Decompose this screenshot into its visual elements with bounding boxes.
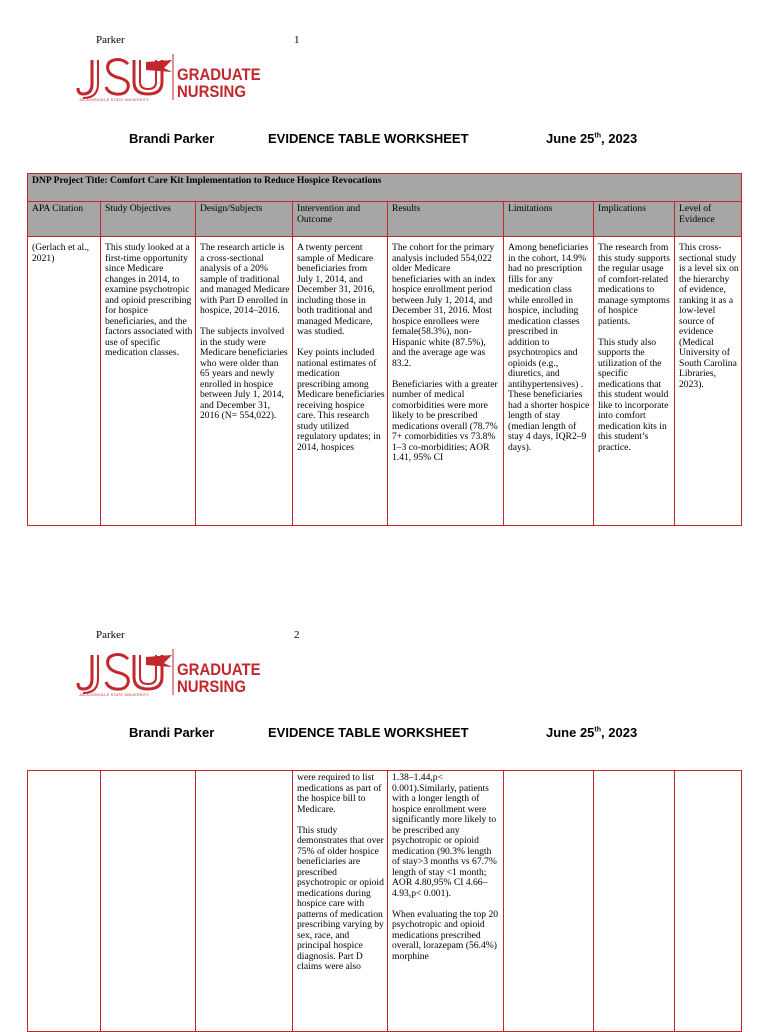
student-name: Brandi Parker bbox=[129, 131, 215, 146]
results-cell: 1.38–1.44,p< 0.001).Similarly, patients with a longer length of hospice enrollment were significantly more likely to be prescribed any psychotropic or opioid medication (90.3% length of stay>3 months vs 67.7% length of stay <1 month; AOR 4.80,95% CI 4.66–4.93,p< 0.001). When evaluating the top 20 psychotropic and opioid medications prescribed overall, lorazepam (56.4%) morphine bbox=[388, 771, 504, 1032]
project-title: DNP Project Title: Comfort Care Kit Implementation to Reduce Hospice Revocations bbox=[28, 174, 742, 202]
worksheet-title: EVIDENCE TABLE WORKSHEET bbox=[268, 131, 469, 146]
jsu-logo-icon bbox=[76, 649, 174, 695]
design-cell: The research article is a cross-sectional analysis of a 20% sample of traditional and managed Medicare with Part D enrolled in hospice, 2014–2016. The subjects involved in the study were Medicare beneficiaries who were older than 65 years and newly enrolled in hospice between July 1, 2014, and December 31, 2016 (N= 554,022). bbox=[196, 237, 293, 526]
project-title-row bbox=[28, 174, 742, 202]
jsu-graduate-nursing-logo bbox=[76, 649, 261, 703]
design-cell bbox=[196, 771, 293, 1032]
evidence-table bbox=[27, 173, 742, 526]
citation-cell bbox=[28, 771, 101, 1032]
intervention-cell: were required to list medications as part of the hospice bill to Medicare. This study demonstrates that over 75% of older hospice beneficiaries are prescribed psychotropic or opioid medications during hospice care with patterns of medication prescribing varying by sex, race, and principal hospice diagnosis. Part D claims were also bbox=[293, 771, 388, 1032]
table-row bbox=[28, 771, 742, 1032]
column-header: Limitations bbox=[504, 202, 594, 237]
column-header: Level of Evidence bbox=[675, 202, 742, 237]
program-name bbox=[177, 661, 261, 695]
column-header: Intervention and Outcome bbox=[293, 202, 388, 237]
implications-cell: The research from this study supports the regular usage of comfort-related medications to manage symptoms of hospice patients. This study also supports the utilization of the specific medications that this student would like to incorporate into comfort medication kits in this student’s practice. bbox=[594, 237, 675, 526]
column-header: Design/Subjects bbox=[196, 202, 293, 237]
jsu-graduate-nursing-logo bbox=[76, 54, 261, 108]
objectives-cell bbox=[101, 771, 196, 1032]
intervention-cell: A twenty percent sample of Medicare beneficiaries from July 1, 2014, and December 31, 2016, including those in both traditional and managed Medicare, was studied. Key points included national estimates of medication prescribing among Medicare beneficiaries receiving hospice care. This research study utilized regulatory updates; in 2014, hospices bbox=[293, 237, 388, 526]
objectives-cell: This study looked at a first-time opportunity since Medicare changes in 2014, to examine psychotropic and opioid prescribing for hospice beneficiaries, and the factors associated with use of specific medication classes. bbox=[101, 237, 196, 526]
implications-cell bbox=[594, 771, 675, 1032]
worksheet-title: EVIDENCE TABLE WORKSHEET bbox=[268, 725, 469, 740]
column-header: Implications bbox=[594, 202, 675, 237]
running-head-author: Parker bbox=[96, 629, 125, 641]
level-of-evidence-cell: This cross-sectional study is a level six on the hierarchy of evidence, ranking it as a low-level source of evidence (Medical University of South Carolina Libraries, 2023). bbox=[675, 237, 742, 526]
program-name bbox=[177, 66, 261, 100]
program-line-1: GRADUATE bbox=[177, 65, 261, 84]
column-header: Results bbox=[388, 202, 504, 237]
student-name: Brandi Parker bbox=[129, 725, 215, 740]
program-line-2: NURSING bbox=[177, 677, 246, 696]
limitations-cell: Among beneficiaries in the cohort, 14.9% had no prescription fills for any medication class while enrolled in hospice, including medication classes prescribed in addition to psychotropics and opioids (e.g., diuretics, and antihypertensives) . These beneficiaries had a shorter hospice length of stay (median length of stay 4 days, IQR2–9 days). bbox=[504, 237, 594, 526]
logo-tagline: JACKSONVILLE STATE UNIVERSITY bbox=[79, 693, 150, 697]
worksheet-date: June 25th, 2023 bbox=[546, 725, 638, 740]
level-of-evidence-cell bbox=[675, 771, 742, 1032]
page-number: 2 bbox=[294, 629, 300, 641]
column-header: Study Objectives bbox=[101, 202, 196, 237]
column-header: APA Citation bbox=[28, 202, 101, 237]
logo-tagline: JACKSONVILLE STATE UNIVERSITY bbox=[79, 98, 150, 102]
page-number: 1 bbox=[294, 34, 300, 46]
worksheet-date: June 25th, 2023 bbox=[546, 131, 638, 146]
running-head-author: Parker bbox=[96, 34, 125, 46]
column-header-row bbox=[28, 202, 742, 237]
limitations-cell bbox=[504, 771, 594, 1032]
citation-cell: (Gerlach et al., 2021) bbox=[28, 237, 101, 526]
evidence-table-continued bbox=[27, 770, 742, 1032]
jsu-logo-icon bbox=[76, 54, 174, 100]
results-cell: The cohort for the primary analysis included 554,022 older Medicare beneficiaries with an index hospice enrollment period between July 1, 2014, and December 31, 2016. Most hospice enrollees were female(58.3%), non-Hispanic white (87.5%), and the average age was 83.2. Beneficiaries with a greater number of medical comorbidities were more likely to be prescribed medications overall (78.7% 7+ comorbidities vs 73.8% 1–3 co-morbidities; AOR 1.41, 95% CI bbox=[388, 237, 504, 526]
program-line-1: GRADUATE bbox=[177, 660, 261, 679]
program-line-2: NURSING bbox=[177, 82, 246, 101]
table-row bbox=[28, 237, 742, 526]
document-page-2 bbox=[0, 596, 768, 1024]
